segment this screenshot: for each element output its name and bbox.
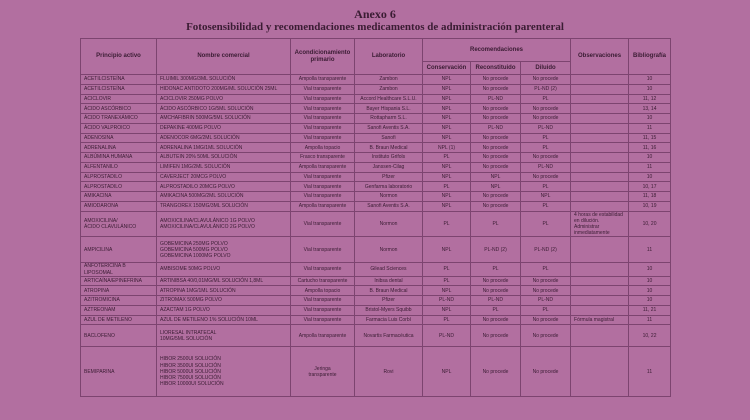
cell-principio: ALBÚMINA HUMANA — [81, 153, 157, 163]
cell-bibliografia: 10, 20 — [629, 211, 671, 237]
cell-nombre: AMBISOME 50MG POLVO — [157, 263, 291, 276]
cell-reconstituido: No procede — [471, 153, 521, 163]
cell-principio: ALPROSTADILO — [81, 182, 157, 192]
table-row — [81, 162, 671, 172]
cell-diluido: PL — [521, 143, 571, 153]
cell-observaciones — [571, 276, 629, 286]
cell-bibliografia: 11 — [629, 162, 671, 172]
cell-reconstituido: No procede — [471, 104, 521, 114]
cell-diluido: No procede — [521, 172, 571, 182]
cell-observaciones — [571, 162, 629, 172]
cell-diluido: PL-ND (2) — [521, 84, 571, 94]
cell-principio: AZUL DE METILENO — [81, 315, 157, 325]
cell-acondicionamiento: Frasco transparente — [291, 153, 355, 163]
cell-reconstituido: No procede — [471, 315, 521, 325]
cell-conservacion: NPL (1) — [423, 143, 471, 153]
cell-reconstituido: PL — [471, 263, 521, 276]
cell-reconstituido: No procede — [471, 325, 521, 347]
cell-laboratorio: Gilead Sciences — [355, 263, 423, 276]
cell-nombre: AMOXICILINA/CLAVULÁNICO 1G POLVO AMOXICILINA/CLAVULÁNICO 2G POLVO — [157, 211, 291, 237]
table-row — [81, 315, 671, 325]
header-recomendaciones: Recomendaciones — [423, 39, 571, 62]
cell-conservacion: NPL — [423, 94, 471, 104]
cell-nombre: AZUL DE METILENO 1% SOLUCIÓN 10ML — [157, 315, 291, 325]
cell-acondicionamiento: Ampolla topacio — [291, 286, 355, 296]
cell-acondicionamiento: Vial transparente — [291, 182, 355, 192]
cell-acondicionamiento: Vial transparente — [291, 305, 355, 315]
cell-principio: ÁCIDO TRANEXÁMICO — [81, 114, 157, 124]
cell-acondicionamiento: Cartucho transparente — [291, 276, 355, 286]
cell-reconstituido: No procede — [471, 162, 521, 172]
cell-nombre: LIMIFEN 1MG/2ML SOLUCIÓN — [157, 162, 291, 172]
cell-nombre: AZACTAM 1G POLVO — [157, 305, 291, 315]
cell-bibliografia: 11 — [629, 123, 671, 133]
cell-diluido: No procede — [521, 286, 571, 296]
medication-table — [80, 38, 671, 397]
table-row — [81, 133, 671, 143]
cell-reconstituido: No procede — [471, 201, 521, 211]
cell-reconstituido: No procede — [471, 133, 521, 143]
cell-nombre: TRANGOREX 150MG/3ML SOLUCIÓN — [157, 201, 291, 211]
cell-laboratorio: Instituto Grifols — [355, 153, 423, 163]
cell-diluido: PL — [521, 263, 571, 276]
cell-reconstituido: No procede — [471, 286, 521, 296]
cell-principio: ÁCIDO VALPROICO — [81, 123, 157, 133]
cell-laboratorio: Accord Healthcare S.L.U. — [355, 94, 423, 104]
cell-nombre: ADENOCOR 6MG/2ML SOLUCIÓN — [157, 133, 291, 143]
cell-bibliografia: 10 — [629, 172, 671, 182]
cell-nombre: ACICLOVIR 250MG POLVO — [157, 94, 291, 104]
cell-nombre: CAVERJECT 20MCG POLVO — [157, 172, 291, 182]
table-row — [81, 104, 671, 114]
cell-acondicionamiento: Ampolla transparente — [291, 201, 355, 211]
cell-laboratorio: Zambon — [355, 75, 423, 85]
cell-observaciones — [571, 263, 629, 276]
table-row — [81, 296, 671, 306]
cell-laboratorio: B. Braun Medical — [355, 286, 423, 296]
cell-bibliografia: 10 — [629, 153, 671, 163]
cell-observaciones — [571, 153, 629, 163]
cell-principio: BEMIPARINA — [81, 347, 157, 397]
table-row — [81, 123, 671, 133]
table-row — [81, 143, 671, 153]
cell-diluido: PL-ND — [521, 296, 571, 306]
cell-diluido: PL — [521, 94, 571, 104]
cell-acondicionamiento: Vial transparente — [291, 237, 355, 263]
cell-reconstituido: No procede — [471, 347, 521, 397]
cell-reconstituido: No procede — [471, 84, 521, 94]
table-row — [81, 347, 671, 397]
table-row — [81, 325, 671, 347]
cell-laboratorio: Inibsa dental — [355, 276, 423, 286]
cell-nombre: AMCHAFIBRIN 500MG/5ML SOLUCIÓN — [157, 114, 291, 124]
cell-diluido: NPL — [521, 192, 571, 202]
cell-principio: ANFOTERICINA B LIPOSOMAL — [81, 263, 157, 276]
annex-subtitle: Fotosensibilidad y recomendaciones medicamentos de administración parenteral — [186, 21, 564, 33]
table-row — [81, 94, 671, 104]
cell-nombre: HIDONAC ANTIDOTO 200MG/ML SOLUCIÓN 25ML — [157, 84, 291, 94]
cell-observaciones — [571, 114, 629, 124]
cell-conservacion: NPL — [423, 286, 471, 296]
cell-diluido: PL — [521, 182, 571, 192]
cell-observaciones: Fórmula magistral — [571, 315, 629, 325]
cell-acondicionamiento: Vial transparente — [291, 104, 355, 114]
cell-acondicionamiento: Ampolla transparente — [291, 75, 355, 85]
cell-reconstituido: PL — [471, 211, 521, 237]
header-nombre: Nombre comercial — [157, 39, 291, 75]
cell-observaciones — [571, 123, 629, 133]
cell-diluido: PL — [521, 305, 571, 315]
cell-conservacion: NPL — [423, 172, 471, 182]
table-row — [81, 172, 671, 182]
cell-conservacion: PL — [423, 182, 471, 192]
cell-principio: ARTICAÍNA/EPINEFRINA — [81, 276, 157, 286]
cell-diluido: No procede — [521, 315, 571, 325]
cell-bibliografia: 11, 21 — [629, 305, 671, 315]
cell-nombre: ÁCIDO ASCÓRBICO 1G/5ML SOLUCIÓN — [157, 104, 291, 114]
cell-bibliografia: 10 — [629, 296, 671, 306]
cell-laboratorio: Sanofi — [355, 133, 423, 143]
cell-acondicionamiento: Jeringa transparente — [291, 347, 355, 397]
cell-diluido: PL-ND — [521, 123, 571, 133]
table-row — [81, 286, 671, 296]
table-row — [81, 114, 671, 124]
cell-conservacion: NPL — [423, 114, 471, 124]
cell-acondicionamiento: Vial transparente — [291, 94, 355, 104]
cell-observaciones — [571, 84, 629, 94]
cell-bibliografia: 10 — [629, 75, 671, 85]
cell-diluido: PL — [521, 201, 571, 211]
cell-conservacion: NPL — [423, 162, 471, 172]
cell-laboratorio: Pfizer — [355, 172, 423, 182]
cell-acondicionamiento: Ampolla transparente — [291, 325, 355, 347]
cell-acondicionamiento: Vial transparente — [291, 114, 355, 124]
cell-reconstituido: No procede — [471, 114, 521, 124]
cell-laboratorio: Janssen-Cilag — [355, 162, 423, 172]
cell-diluido: No procede — [521, 104, 571, 114]
cell-bibliografia: 11 — [629, 347, 671, 397]
cell-nombre: GOBEMICINA 250MG POLVO GOBEMICINA 500MG POLVO GOBEMICINA 1000MG POLVO — [157, 237, 291, 263]
table-row — [81, 192, 671, 202]
cell-laboratorio: B. Braun Medical — [355, 143, 423, 153]
cell-principio: AMPICILINA — [81, 237, 157, 263]
cell-nombre: ALPROSTADILO 20MCG POLVO — [157, 182, 291, 192]
annex-title: Anexo 6 — [354, 7, 396, 21]
cell-conservacion: NPL — [423, 75, 471, 85]
cell-observaciones — [571, 133, 629, 143]
header-laboratorio: Laboratorio — [355, 39, 423, 75]
cell-acondicionamiento: Vial transparente — [291, 211, 355, 237]
cell-principio: ADRENALINA — [81, 143, 157, 153]
cell-laboratorio: Genfarma laboratorio — [355, 182, 423, 192]
cell-observaciones — [571, 182, 629, 192]
table-row — [81, 75, 671, 85]
cell-laboratorio: Normon — [355, 237, 423, 263]
cell-principio: AMOXICILINA/ ÁCIDO CLAVULÁNICO — [81, 211, 157, 237]
cell-reconstituido: PL-ND (2) — [471, 237, 521, 263]
table-row — [81, 237, 671, 263]
cell-reconstituido: NPL — [471, 182, 521, 192]
header-bibliografia: Bibliografía — [629, 39, 671, 75]
cell-observaciones — [571, 305, 629, 315]
cell-acondicionamiento: Vial transparente — [291, 315, 355, 325]
header-acondicionamiento: Acondicionamiento primario — [291, 39, 355, 75]
cell-bibliografia: 11 — [629, 237, 671, 263]
cell-reconstituido: NPL — [471, 172, 521, 182]
cell-diluido: PL-ND — [521, 162, 571, 172]
cell-principio: ACETILCISTEÍNA — [81, 75, 157, 85]
cell-laboratorio: Sanofi Aventis S.A. — [355, 201, 423, 211]
cell-observaciones — [571, 192, 629, 202]
cell-reconstituido: PL — [471, 305, 521, 315]
cell-diluido: PL-ND (2) — [521, 237, 571, 263]
cell-acondicionamiento: Ampolla topacio — [291, 143, 355, 153]
cell-bibliografia: 10 — [629, 263, 671, 276]
cell-conservacion: PL — [423, 276, 471, 286]
cell-acondicionamiento: Vial transparente — [291, 296, 355, 306]
cell-bibliografia: 11, 12 — [629, 94, 671, 104]
cell-bibliografia: 10, 17 — [629, 182, 671, 192]
cell-principio: AZITROMICINA — [81, 296, 157, 306]
cell-bibliografia: 13, 14 — [629, 104, 671, 114]
cell-conservacion: NPL — [423, 123, 471, 133]
cell-reconstituido: No procede — [471, 276, 521, 286]
table-row — [81, 153, 671, 163]
table-header — [81, 39, 671, 75]
cell-nombre: FLUIMIL 300MG/3ML SOLUCIÓN — [157, 75, 291, 85]
cell-acondicionamiento: Vial transparente — [291, 123, 355, 133]
cell-acondicionamiento: Vial transparente — [291, 133, 355, 143]
cell-acondicionamiento: Vial transparente — [291, 192, 355, 202]
cell-observaciones — [571, 347, 629, 397]
cell-observaciones — [571, 94, 629, 104]
cell-observaciones — [571, 201, 629, 211]
cell-principio: AZTREONAM — [81, 305, 157, 315]
cell-conservacion: NPL — [423, 201, 471, 211]
cell-laboratorio: Farmacia Luis Corbí — [355, 315, 423, 325]
table-row — [81, 305, 671, 315]
cell-nombre: LIORESAL INTRATECAL 10MG/5ML SOLUCIÓN — [157, 325, 291, 347]
cell-observaciones — [571, 296, 629, 306]
cell-conservacion: PL — [423, 153, 471, 163]
cell-conservacion: NPL — [423, 237, 471, 263]
cell-conservacion: PL — [423, 315, 471, 325]
cell-reconstituido: PL-ND — [471, 296, 521, 306]
cell-principio: ACICLOVIR — [81, 94, 157, 104]
cell-bibliografia: 10, 22 — [629, 325, 671, 347]
cell-diluido: No procede — [521, 153, 571, 163]
header-principio: Principio activo — [81, 39, 157, 75]
table-row — [81, 276, 671, 286]
cell-bibliografia: 11, 18 — [629, 192, 671, 202]
cell-bibliografia: 11, 15 — [629, 133, 671, 143]
cell-principio: AMIODARONA — [81, 201, 157, 211]
cell-reconstituido: No procede — [471, 192, 521, 202]
cell-nombre: ADRENALINA 1MG/1ML SOLUCIÓN — [157, 143, 291, 153]
cell-acondicionamiento: Vial transparente — [291, 172, 355, 182]
cell-observaciones — [571, 172, 629, 182]
cell-acondicionamiento: Vial transparente — [291, 263, 355, 276]
cell-principio: ATROPINA — [81, 286, 157, 296]
cell-diluido: PL — [521, 211, 571, 237]
cell-bibliografia: 10 — [629, 114, 671, 124]
cell-conservacion: PL — [423, 263, 471, 276]
document-heading — [0, 0, 750, 34]
cell-principio: BACLOFENO — [81, 325, 157, 347]
cell-nombre: ZITROMAX 500MG POLVO — [157, 296, 291, 306]
cell-bibliografia: 10, 19 — [629, 201, 671, 211]
cell-conservacion: PL — [423, 211, 471, 237]
cell-nombre: DEPAKINE 400MG POLVO — [157, 123, 291, 133]
cell-conservacion: NPL — [423, 104, 471, 114]
table-row — [81, 263, 671, 276]
cell-bibliografia: 10 — [629, 286, 671, 296]
cell-nombre: ALBUTEIN 20% 50ML SOLUCIÓN — [157, 153, 291, 163]
cell-diluido: PL — [521, 133, 571, 143]
cell-reconstituido: PL-ND — [471, 94, 521, 104]
cell-laboratorio: Normon — [355, 192, 423, 202]
cell-diluido: No procede — [521, 276, 571, 286]
cell-acondicionamiento: Vial transparente — [291, 84, 355, 94]
header-conservacion: Conservación — [423, 62, 471, 75]
cell-conservacion: NPL — [423, 192, 471, 202]
table-body — [81, 75, 671, 397]
cell-reconstituido: No procede — [471, 75, 521, 85]
cell-nombre: ARTINIBSA 40/0,01MG/ML SOLUCIÓN 1,8ML — [157, 276, 291, 286]
cell-bibliografia: 11 — [629, 315, 671, 325]
cell-diluido: No procede — [521, 347, 571, 397]
cell-diluido: No procede — [521, 114, 571, 124]
cell-reconstituido: No procede — [471, 143, 521, 153]
header-reconstituido: Reconstituido — [471, 62, 521, 75]
cell-bibliografia: 10 — [629, 84, 671, 94]
cell-principio: ADENOSINA — [81, 133, 157, 143]
cell-principio: ÁCIDO ASCÓRBICO — [81, 104, 157, 114]
cell-diluido: No procede — [521, 75, 571, 85]
cell-conservacion: NPL — [423, 305, 471, 315]
cell-observaciones — [571, 286, 629, 296]
cell-conservacion: PL-ND — [423, 325, 471, 347]
cell-laboratorio: Rottapharm S.L. — [355, 114, 423, 124]
table-row — [81, 182, 671, 192]
cell-nombre: HIBOR 2500UI SOLUCIÓN HIBOR 3500UI SOLUCIÓN HIBOR 5000UI SOLUCIÓN HIBOR 7500UI SOLUCIÓN HIBOR 10000UI SOLUCIÓN — [157, 347, 291, 397]
cell-laboratorio: Rovi — [355, 347, 423, 397]
header-diluido: Diluido — [521, 62, 571, 75]
table-row — [81, 201, 671, 211]
cell-conservacion: NPL — [423, 347, 471, 397]
cell-laboratorio: Normon — [355, 211, 423, 237]
cell-observaciones: 4 horas de estabilidad en dilución. Administrar inmediatamente — [571, 211, 629, 237]
cell-conservacion: PL-ND — [423, 296, 471, 306]
header-observaciones: Observaciones — [571, 39, 629, 75]
cell-principio: AMIKACINA — [81, 192, 157, 202]
cell-conservacion: NPL — [423, 84, 471, 94]
cell-nombre: ATROPINA 1MG/1ML SOLUCIÓN — [157, 286, 291, 296]
cell-observaciones — [571, 143, 629, 153]
cell-laboratorio: Bayer Hispania S.L. — [355, 104, 423, 114]
cell-nombre: AMIKACINA 500MG/2ML SOLUCIÓN — [157, 192, 291, 202]
cell-bibliografia: 10 — [629, 276, 671, 286]
table-row — [81, 211, 671, 237]
cell-laboratorio: Sanofi Aventis S.A. — [355, 123, 423, 133]
cell-diluido: No procede — [521, 325, 571, 347]
cell-observaciones — [571, 104, 629, 114]
cell-observaciones — [571, 75, 629, 85]
table-row — [81, 84, 671, 94]
cell-observaciones — [571, 325, 629, 347]
cell-laboratorio: Bristol-Myers Squibb — [355, 305, 423, 315]
cell-acondicionamiento: Ampolla transparente — [291, 162, 355, 172]
cell-conservacion: NPL — [423, 133, 471, 143]
cell-reconstituido: PL-ND — [471, 123, 521, 133]
cell-laboratorio: Pfizer — [355, 296, 423, 306]
cell-bibliografia: 11, 16 — [629, 143, 671, 153]
cell-principio: ACETILCISTEÍNA — [81, 84, 157, 94]
cell-laboratorio: Zambon — [355, 84, 423, 94]
cell-observaciones — [571, 237, 629, 263]
cell-principio: ALPROSTADILO — [81, 172, 157, 182]
cell-laboratorio: Novartis Farmacéutica — [355, 325, 423, 347]
cell-principio: ALFENTANILO — [81, 162, 157, 172]
